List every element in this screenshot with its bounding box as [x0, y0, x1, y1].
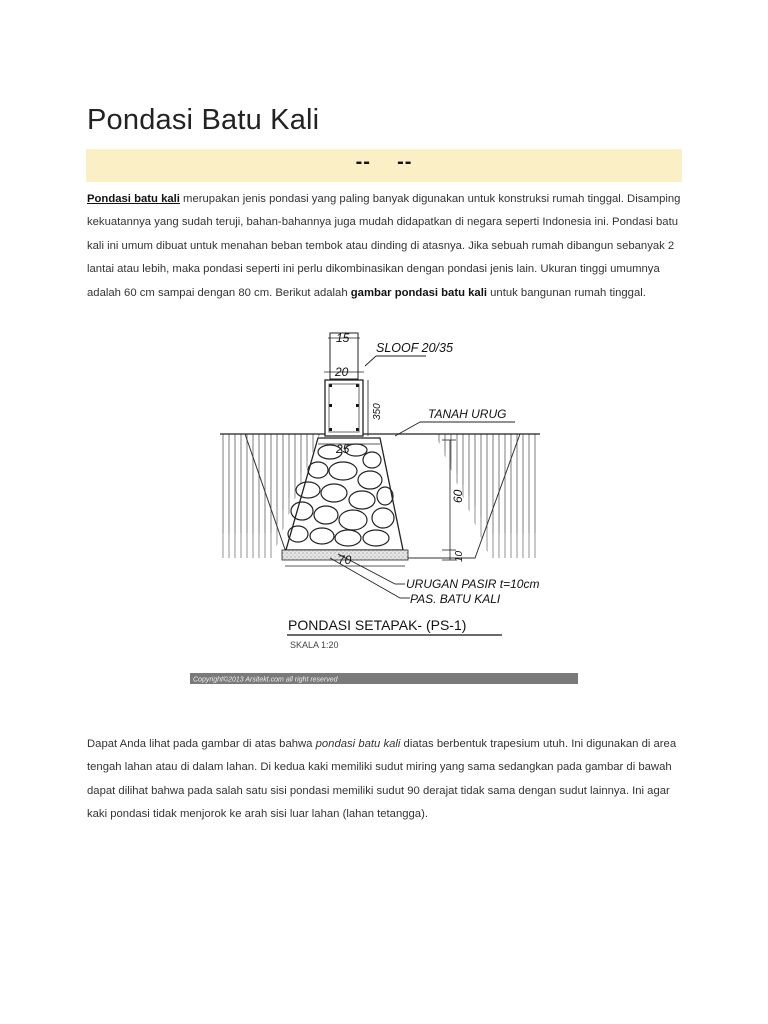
dim-10: 10	[454, 550, 465, 562]
dim-20: 20	[335, 365, 349, 379]
label-urugan-pasir: URUGAN PASIR t=10cm	[406, 577, 540, 591]
dim-25: 25	[336, 442, 350, 456]
highlight-banner	[86, 149, 682, 182]
foundation-drawing	[190, 328, 580, 686]
copyright-text: Copyright©2013 Arsitekt.com all right reserved	[193, 676, 338, 684]
foundation-drawing-svg	[190, 328, 580, 686]
banner-text: -- --	[355, 151, 413, 173]
dim-60: 60	[451, 489, 465, 503]
label-pas-batu-kali: PAS. BATU KALI	[410, 592, 501, 606]
dim-15: 15	[336, 331, 350, 345]
intro-bold-text: gambar pondasi batu kali	[350, 286, 487, 299]
explanation-text-a: Dapat Anda lihat pada gambar di atas bahwa	[87, 738, 316, 750]
sloof-beam	[325, 380, 363, 436]
intro-text-a: merupakan jenis pondasi yang paling banyak digunakan untuk konstruksi rumah tinggal. Disamping kekuatannya yang sudah teruji, bahan-bahannya juga mudah didapatkan di negara seperti Indonesia ini. Pondasi batu kali ini umum dibuat untuk menahan beban tembok atau dinding di atasnya. Jika sebuah rumah dibangun sebanyak 2 lantai atau lebih, maka pondasi seperti ini perlu dikombinasikan dengan pondasi jenis lain. Ukuran tinggi umumnya adalah 60 cm sampai dengan 80 cm. Berikut adalah	[87, 193, 681, 299]
intro-text-b: untuk bangunan rumah tinggal.	[487, 286, 646, 299]
dim-350: 350	[372, 403, 383, 420]
explanation-text-b: diatas berbentuk trapesium utuh. Ini digunakan di area tengah lahan atau di dalam lahan. Di kedua kaki memiliki sudut miring yang sama sedangkan pada gambar di bawah dapat dilihat bahwa pada salah satu sisi pondasi memiliki sudut 90 derajat tidak sama dengan sudut lainnya. Ini agar kaki pondasi tidak menjorok ke arah sisi luar lahan (lahan tetangga).	[87, 738, 677, 821]
pondasi-batu-kali-link[interactable]: Pondasi batu kali	[87, 193, 180, 205]
label-sloof: SLOOF 20/35	[376, 341, 453, 355]
page-title: Pondasi Batu Kali	[87, 104, 320, 136]
intro-paragraph	[87, 188, 687, 305]
figure-scale: SKALA 1:20	[290, 640, 339, 650]
dim-70: 70	[338, 553, 352, 567]
explanation-italic-text: pondasi batu kali	[315, 738, 401, 750]
figure-caption: PONDASI SETAPAK- (PS-1)	[288, 617, 467, 633]
label-tanah-urug: TANAH URUG	[428, 407, 507, 421]
explanation-paragraph	[87, 733, 687, 827]
